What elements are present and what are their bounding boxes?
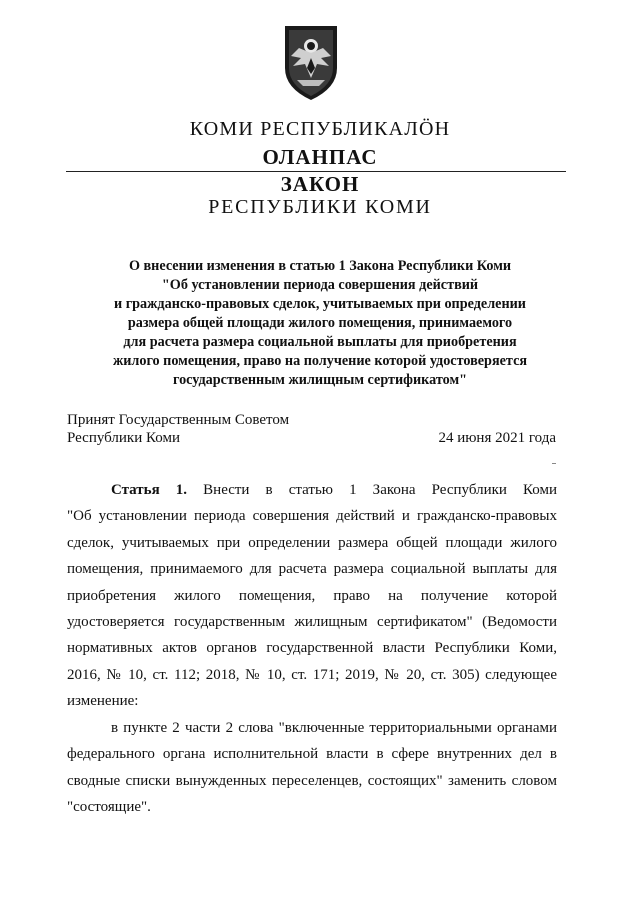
law-title [0, 257, 640, 390]
article-line: "состоящие". [67, 799, 151, 815]
komi-coat-of-arms-emblem [279, 22, 343, 102]
adoption-date: 24 июня 2021 года [438, 430, 556, 446]
article-line: нормативных актов органов государственной власти Республики Коми, [67, 640, 557, 656]
header-komi-republic: КОМИ РЕСПУБЛИКАЛÖН [189, 118, 451, 140]
article-first-line [111, 482, 557, 499]
article-label: Статья 1. [111, 482, 188, 498]
header-zakon: ЗАКОН [280, 172, 360, 196]
article-line: сводные списки вынужденных переселенцев, состоящих" заменить словом [67, 773, 557, 789]
law-title-line: для расчета размера социальной выплаты для приобретения [123, 334, 517, 350]
header-republic-komi: РЕСПУБЛИКИ КОМИ [208, 196, 432, 218]
article-line: приобретения жилого помещения, право на получение которой [67, 588, 557, 604]
article-text: Внести в статью 1 Закона Республики Коми [203, 482, 557, 498]
law-title-line: и гражданско-правовых сделок, учитываемых при определении [114, 296, 526, 312]
scan-mark [552, 463, 556, 464]
article-line: изменение: [67, 693, 139, 709]
header-olanpas: ОЛАНПАС [262, 145, 378, 169]
article-line: удостоверяется государственным жилищным сертификатом" (Ведомости [67, 614, 557, 630]
law-title-line: жилого помещения, право на получение которой удостоверяется [112, 353, 528, 369]
article-line: в пункте 2 части 2 слова "включенные территориальными органами [111, 720, 557, 736]
adopted-by-line: Принят Государственным Советом [67, 412, 290, 428]
article-line: помещения, принимаемого для расчета размера социальной выплаты для [67, 561, 557, 577]
law-title-line: "Об установлении периода совершения действий [161, 277, 479, 293]
article-line: 2016, № 10, ст. 112; 2018, № 10, ст. 171; 2019, № 20, ст. 305) следующее [67, 667, 557, 683]
adopted-by-line: Республики Коми [67, 430, 180, 446]
article-line: "Об установлении периода совершения действий и гражданско-правовых [67, 508, 557, 524]
article-line: сделок, учитываемых при определении размера общей площади жилого [67, 535, 557, 551]
law-title-line: размера общей площади жилого помещения, принимаемого [127, 315, 513, 331]
law-title-line: О внесении изменения в статью 1 Закона Республики Коми [128, 258, 512, 274]
law-title-line: государственным жилищным сертификатом" [173, 372, 467, 388]
article-line: федерального органа исполнительной власти в сфере внутренних дел в [67, 746, 557, 762]
